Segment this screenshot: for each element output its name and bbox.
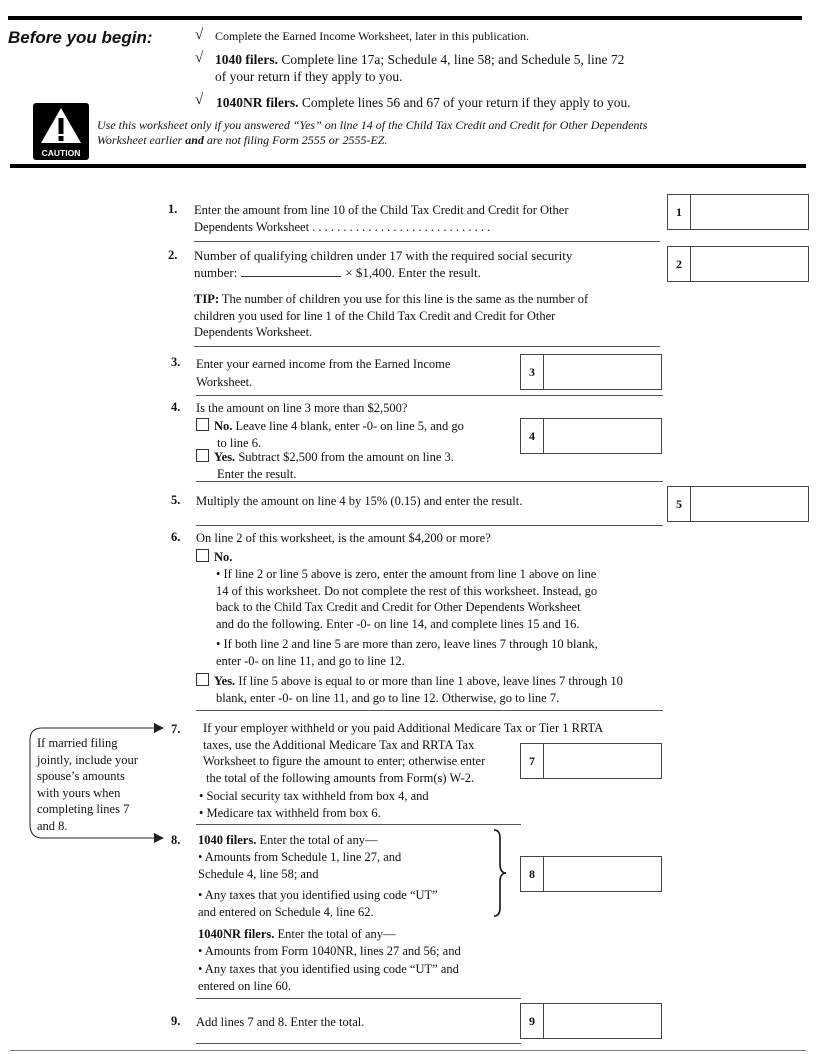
line-6-yes-checkbox[interactable]: [196, 673, 209, 686]
line-7-box-label: 7: [521, 744, 544, 778]
check-icon: √: [195, 50, 204, 66]
line-4-entry[interactable]: [520, 418, 662, 454]
line-1-amount-input[interactable]: [691, 195, 808, 229]
check-icon: √: [195, 27, 204, 43]
top-rule: [8, 16, 802, 20]
check-icon: √: [195, 92, 204, 108]
line-5-amount-input[interactable]: [691, 487, 808, 521]
line-5-number: 5.: [171, 493, 181, 507]
line-9-text: Add lines 7 and 8. Enter the total.: [196, 1015, 365, 1029]
line-5-text: Multiply the amount on line 4 by 15% (0.15) and enter the result.: [196, 494, 523, 508]
line-8-entry[interactable]: [520, 856, 662, 892]
divider: [196, 395, 663, 396]
line-6-no-bullet-1: • If line 2 or line 5 above is zero, enter the amount from line 1 above on line 14 of this worksheet. Do not complete the rest of this worksheet. Instead, go back to the Child Tax Credit and Credit for Other Dependents Worksheet and do the following. Enter -0- on line 14, and complete lines 15 and 16.: [216, 567, 598, 631]
line-3-box-label: 3: [521, 355, 544, 389]
check-item-1: Complete the Earned Income Worksheet, later in this publication.: [215, 29, 530, 43]
line-3-amount-input[interactable]: [544, 355, 661, 389]
page-bottom-rule: [10, 1050, 806, 1051]
line-7-number: 7.: [171, 722, 181, 736]
line-9-amount-input[interactable]: [544, 1004, 661, 1038]
line-2-box-label: 2: [668, 247, 691, 281]
line-7-bullets: • Social security tax withheld from box 4, and • Medicare tax withheld from box 6.: [199, 789, 429, 820]
line-4-box-label: 4: [521, 419, 544, 453]
line-5-box-label: 5: [668, 487, 691, 521]
line-4-yes-checkbox[interactable]: [196, 449, 209, 462]
line-8-1040nr-bullet-d: • Any taxes that you identified using code “UT” and entered on line 60.: [198, 962, 459, 993]
line-4-no-option: No. Leave line 4 blank, enter -0- on line 5, and go to line 6.: [196, 418, 516, 451]
line-8-1040nr-bullet-c: • Amounts from Form 1040NR, lines 27 and 56; and: [198, 944, 461, 958]
line-9-box-label: 9: [521, 1004, 544, 1038]
line-3-number: 3.: [171, 355, 181, 369]
line-4-amount-input[interactable]: [544, 419, 661, 453]
divider: [194, 241, 660, 242]
check-item-3: 1040NR filers. Complete lines 56 and 67 of your return if they apply to you.: [216, 95, 631, 110]
children-count-field[interactable]: [241, 266, 341, 277]
line-1-text: Enter the amount from line 10 of the Child Tax Credit and Credit for Other Dependents Worksheet . . . . . . . . . . . . . . . . . . . . . . . . . . . . .: [194, 203, 569, 234]
line-7-text: If your employer withheld or you paid Additional Medicare Tax or Tier 1 RRTA taxes, use the Additional Medicare Tax and RRTA Tax Worksheet to figure the amount to enter; otherwise enter the total of the following amounts from Form(s) W-2.: [203, 721, 604, 785]
line-8-box-label: 8: [521, 857, 544, 891]
line-6-yes-option: Yes. If line 5 above is equal to or more than line 1 above, leave lines 7 through 10 blank, enter -0- on line 11, and go to line 12. Otherwise, go to line 7.: [196, 673, 623, 706]
line-2-text: Number of qualifying children under 17 with the required social security number: × $1,400. Enter the result.: [194, 248, 573, 280]
line-6-question: On line 2 of this worksheet, is the amount $4,200 or more?: [196, 531, 491, 545]
header-bottom-rule: [10, 164, 806, 168]
divider: [196, 998, 521, 999]
line-2-amount-input[interactable]: [691, 247, 808, 281]
divider: [196, 525, 663, 526]
warning-triangle-icon: [33, 103, 89, 147]
caution-text: Use this worksheet only if you answered “Yes” on line 14 of the Child Tax Credit and Credit for Other Dependents Worksheet earlier and are not filing Form 2555 or 2555-EZ.: [97, 118, 648, 147]
line-4-question: Is the amount on line 3 more than $2,500?: [196, 401, 408, 415]
line-2-tip: TIP: The number of children you use for this line is the same as the number of children you used for line 1 of the Child Tax Credit and Credit for Other Dependents Worksheet.: [194, 292, 589, 339]
line-1-number: 1.: [168, 202, 178, 216]
line-6-no-option: No.: [196, 549, 232, 566]
check-item-2: 1040 filers. Complete line 17a; Schedule 4, line 58; and Schedule 5, line 72 of your return if they apply to you.: [215, 52, 625, 84]
curly-brace: [490, 828, 510, 918]
line-4-yes-option: Yes. Subtract $2,500 from the amount on line 3. Enter the result.: [196, 449, 516, 482]
line-3-text: Enter your earned income from the Earned Income Worksheet.: [196, 357, 451, 389]
line-8-1040-heading: 1040 filers. Enter the total of any—: [198, 833, 378, 847]
line-9-number: 9.: [171, 1014, 181, 1028]
line-6-number: 6.: [171, 530, 181, 544]
line-6-no-bullet-2: • If both line 2 and line 5 are more than zero, leave lines 7 through 10 blank, enter -0- on line 11, and go to line 12.: [216, 637, 598, 668]
divider: [196, 481, 663, 482]
caution-icon: [33, 103, 89, 160]
arrow-right-icon: [154, 833, 164, 843]
line-2-entry[interactable]: [667, 246, 809, 282]
divider: [194, 346, 660, 347]
line-4-number: 4.: [171, 400, 181, 414]
line-6-no-checkbox[interactable]: [196, 549, 209, 562]
line-1-entry[interactable]: [667, 194, 809, 230]
line-8-1040-bullet-b: • Any taxes that you identified using code “UT” and entered on Schedule 4, line 62.: [198, 888, 438, 919]
line-1-box-label: 1: [668, 195, 691, 229]
line-3-entry[interactable]: [520, 354, 662, 390]
divider: [196, 824, 521, 825]
line-9-entry[interactable]: [520, 1003, 662, 1039]
line-4-no-checkbox[interactable]: [196, 418, 209, 431]
line-8-number: 8.: [171, 833, 181, 847]
line-7-entry[interactable]: [520, 743, 662, 779]
line-5-entry[interactable]: [667, 486, 809, 522]
arrow-right-icon: [154, 723, 164, 733]
divider: [196, 1043, 521, 1044]
side-note: If married filing jointly, include your spouse’s amounts with yours when completing lines 7 and 8.: [37, 736, 138, 833]
line-8-1040nr-heading: 1040NR filers. Enter the total of any—: [198, 927, 396, 941]
divider: [196, 710, 663, 711]
before-you-begin-heading: Before you begin:: [8, 28, 153, 47]
line-8-amount-input[interactable]: [544, 857, 661, 891]
caution-label: CAUTION: [41, 148, 81, 158]
line-2-number: 2.: [168, 248, 178, 262]
line-8-1040-bullet-a: • Amounts from Schedule 1, line 27, and Schedule 4, line 58; and: [198, 850, 402, 881]
line-7-amount-input[interactable]: [544, 744, 661, 778]
